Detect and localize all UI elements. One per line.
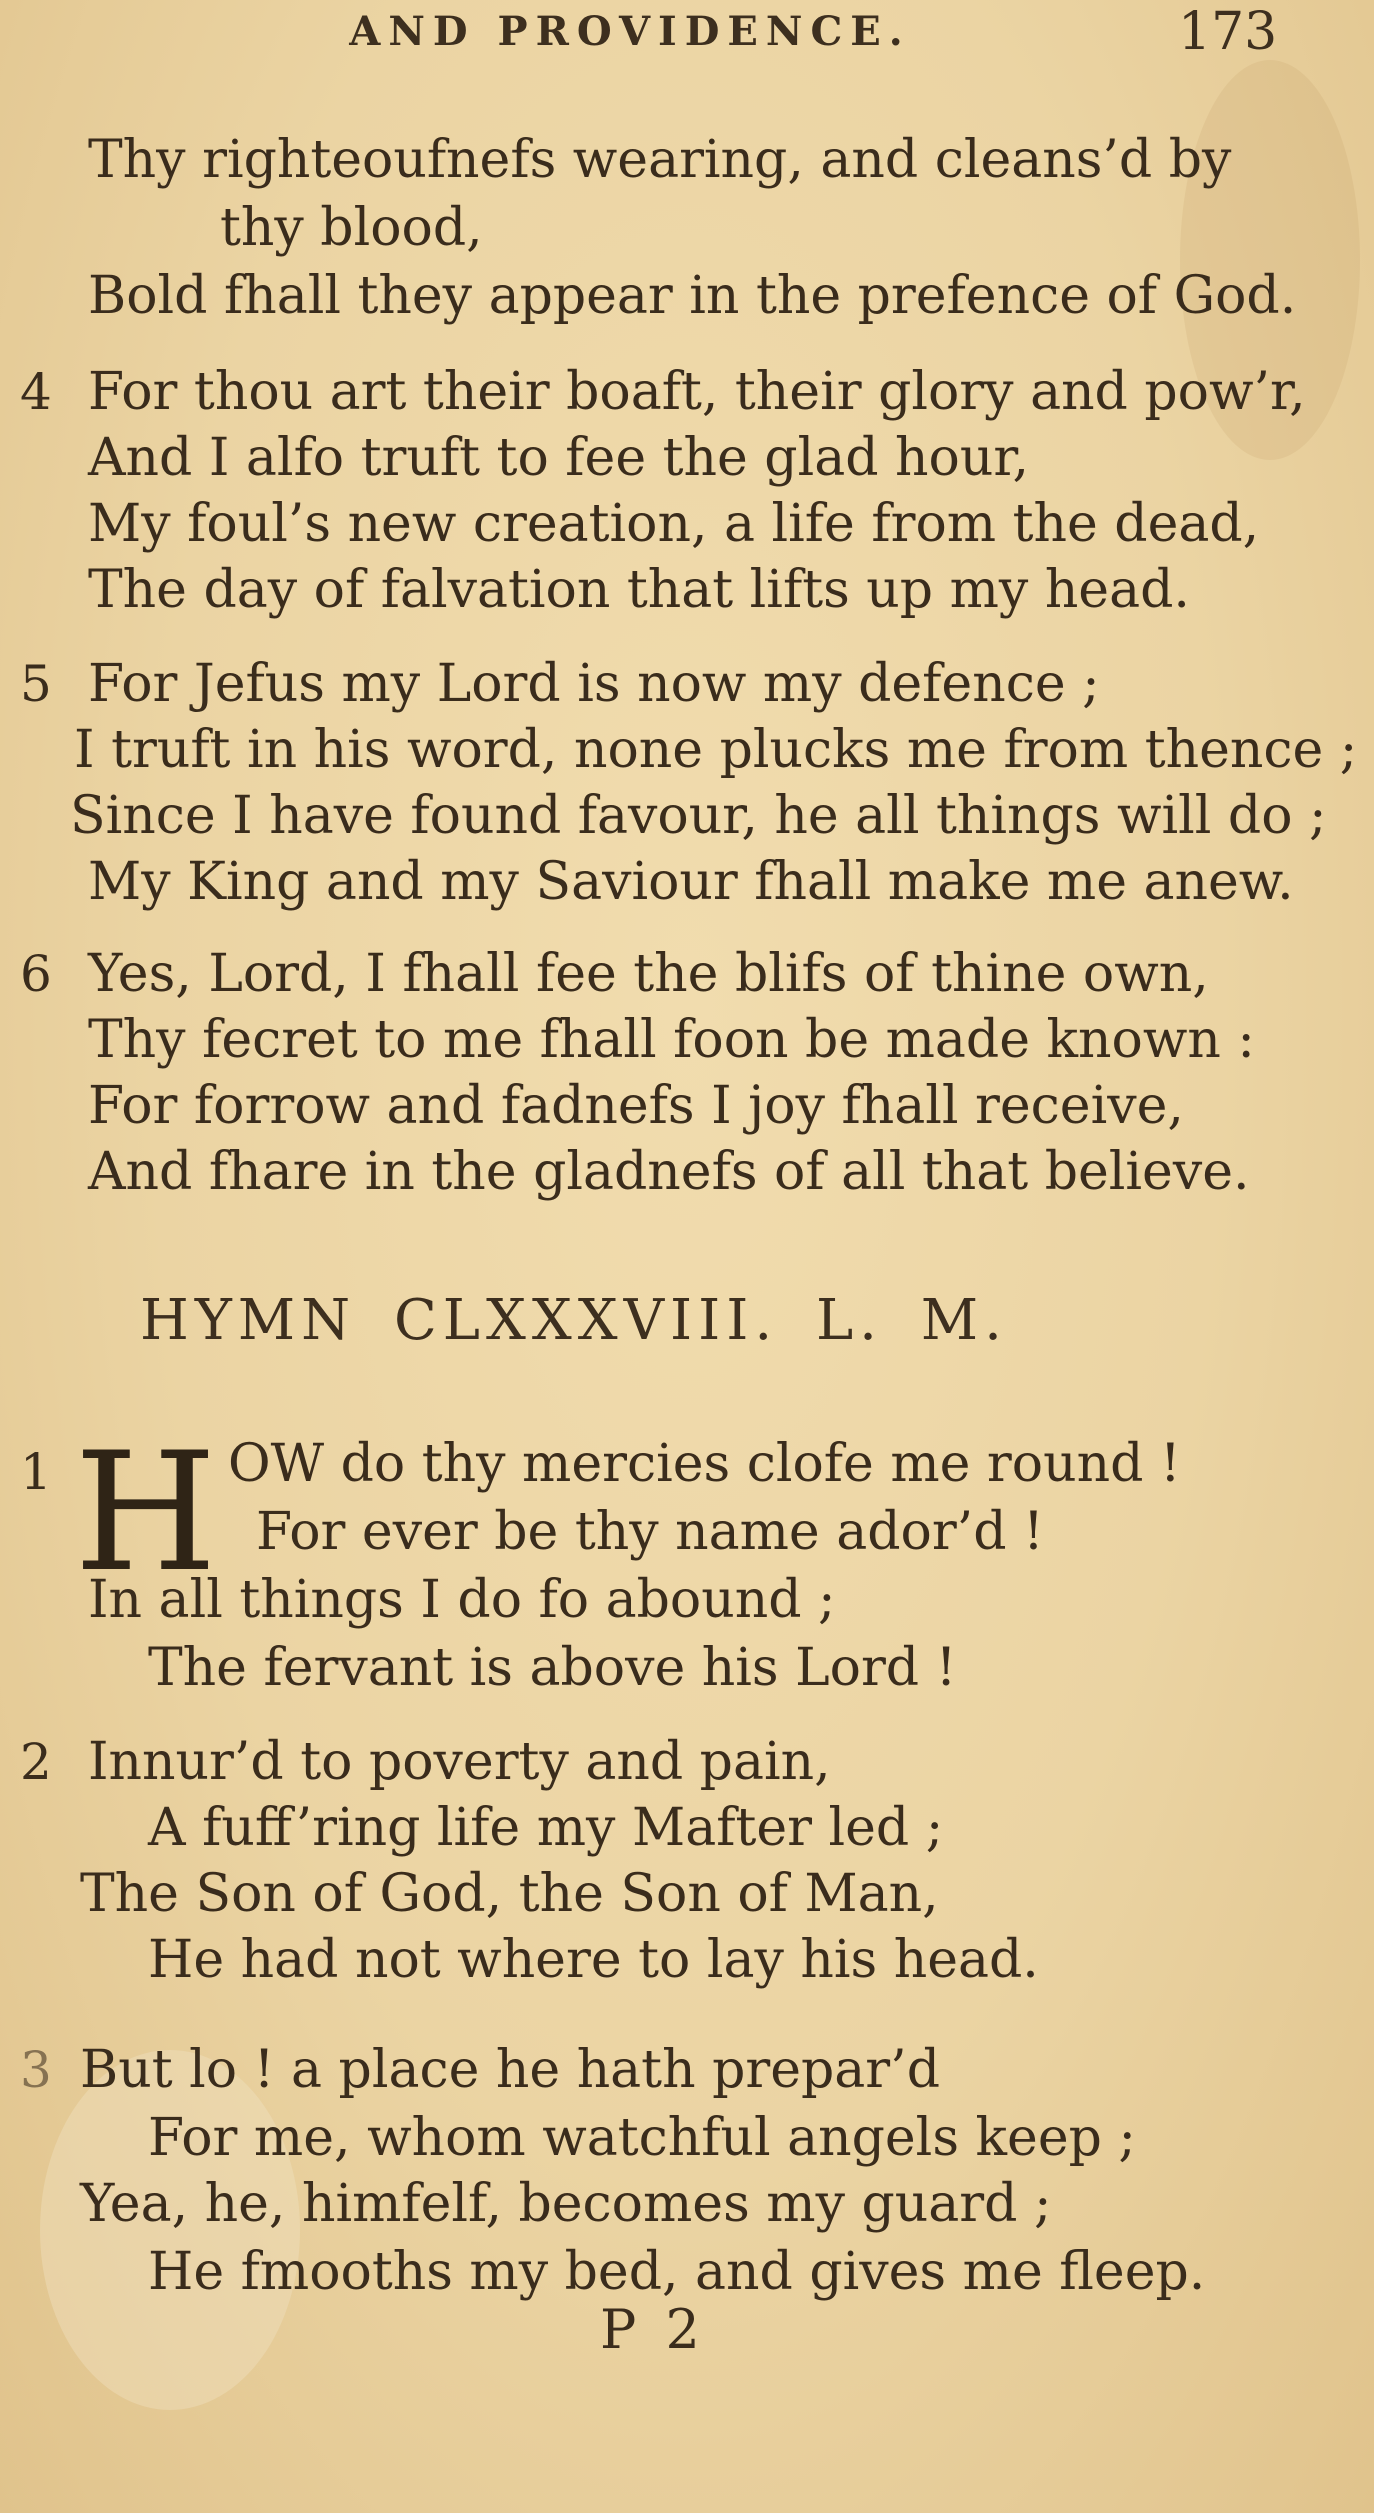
verse-line: My King and my Saviour fhall make me anew. (88, 852, 1294, 912)
verse-number: 1 (20, 1443, 52, 1501)
verse-line: For me, whom watchful angels keep ; (148, 2108, 1136, 2168)
hymn-title: HYMN CLXXXVIII. L. M. (140, 1288, 1008, 1353)
verse-number: 4 (20, 363, 52, 421)
verse-line: Since I have found favour, he all things will do ; (70, 786, 1327, 846)
verse-number: 5 (20, 655, 52, 713)
verse-line: And I alfo truft to fee the glad hour, (88, 428, 1030, 488)
verse-line: thy blood, (220, 198, 483, 258)
verse-line: Bold fhall they appear in the prefence of God. (88, 266, 1297, 326)
page-number: 173 (1178, 2, 1278, 62)
verse-line: For ever be thy name ador’d ! (256, 1502, 1044, 1562)
verse-line: For thou art their boaft, their glory and pow’r, (88, 362, 1306, 422)
verse-line: OW do thy mercies clofe me round ! (228, 1434, 1181, 1494)
drop-cap: H (74, 1417, 218, 1608)
verse-line: And fhare in the gladnefs of all that believe. (88, 1142, 1250, 1202)
verse-line: Yea, he, himfelf, becomes my guard ; (80, 2174, 1052, 2234)
verse-line: For Jefus my Lord is now my defence ; (88, 654, 1100, 714)
running-header: AND PROVIDENCE. (349, 8, 911, 55)
verse-line: The day of falvation that lifts up my head. (88, 560, 1190, 620)
verse-number: 6 (20, 945, 52, 1003)
verse-line: Thy fecret to me fhall foon be made known : (88, 1010, 1255, 1070)
verse-number: 3 (20, 2041, 52, 2099)
verse-number: 2 (20, 1733, 52, 1791)
verse-line: Thy righteoufnefs wearing, and cleans’d by (88, 130, 1232, 190)
verse-line: But lo ! a place he hath prepar’d (80, 2040, 940, 2100)
verse-line: My foul’s new creation, a life from the dead, (88, 494, 1260, 554)
verse-line: For forrow and fadnefs I joy fhall receive, (88, 1076, 1184, 1136)
verse-line: I truft in his word, none plucks me from thence ; (74, 720, 1358, 780)
signature-mark: P 2 (600, 2298, 706, 2361)
verse-line: The fervant is above his Lord ! (148, 1638, 957, 1698)
verse-line: A fuff’ring life my Mafter led ; (148, 1798, 944, 1858)
verse-line: The Son of God, the Son of Man, (80, 1864, 939, 1924)
verse-line: Yes, Lord, I fhall fee the blifs of thine own, (88, 944, 1209, 1004)
verse-line: He had not where to lay his head. (148, 1930, 1039, 1990)
verse-line: He fmooths my bed, and gives me fleep. (148, 2242, 1206, 2302)
verse-line: In all things I do fo abound ; (88, 1570, 836, 1630)
verse-line: Innur’d to poverty and pain, (88, 1732, 831, 1792)
